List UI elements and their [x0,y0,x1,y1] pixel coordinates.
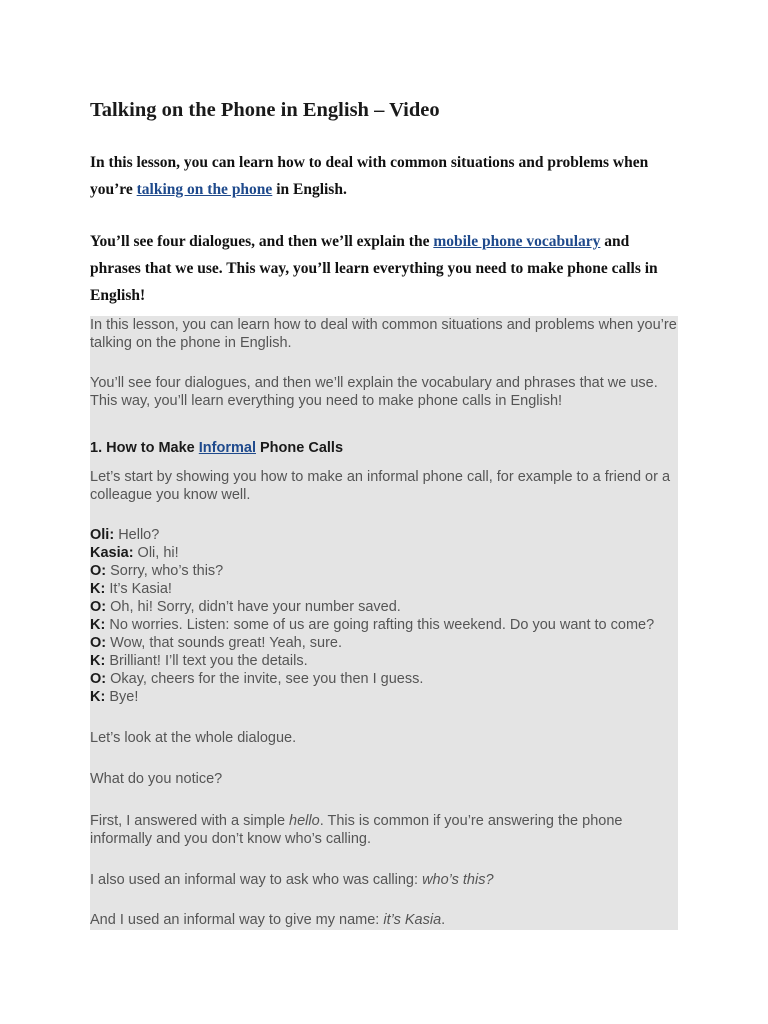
intro-1-text: In this lesson, you can learn how to deal with common situations and problems when you’re [90,154,649,198]
dialogue-text: Hello? [114,527,160,543]
dialogue-text: Sorry, who’s this? [106,563,224,579]
p6-text: First, I answered with a simple [90,813,290,829]
excerpt-panel [90,316,678,930]
dialogue-text: Okay, cheers for the invite, see you then I guess. [106,671,424,687]
dialogue-text: It’s Kasia! [105,581,172,597]
speaker-label: O: [90,599,107,615]
excerpt-paragraph-5: What do you notice? [90,771,223,787]
dialogue-text: Wow, that sounds great! Yeah, sure. [106,635,343,651]
dialogue-text: No worries. Listen: some of us are going rafting this weekend. Do you want to come? [105,617,655,633]
excerpt-paragraph-7 [90,871,682,889]
p7-emphasis: who’s this? [422,872,494,888]
speaker-label: K: [90,689,106,705]
speaker-label: K: [90,653,106,669]
p8-text: And I used an informal way to give my name: [90,912,384,928]
p6-emphasis: hello [289,813,320,829]
dialogue-text: Bye! [105,689,139,705]
intro-2-text: You’ll see four dialogues, and then we’ll explain the [90,233,434,250]
informal-link[interactable]: Informal [198,440,256,456]
dialogue-text: Oh, hi! Sorry, didn’t have your number saved. [106,599,401,615]
speaker-label: K: [90,581,106,597]
intro-paragraph-2 [90,228,678,309]
heading-text-end: Phone Calls [255,440,344,456]
intro-1-text-end: in English. [272,181,347,198]
dialogue [90,526,690,706]
dialogue-line [90,616,690,634]
intro-paragraph-1 [90,149,678,203]
speaker-label: O: [90,635,107,651]
excerpt-paragraph-4: Let’s look at the whole dialogue. [90,730,297,746]
excerpt-paragraph-1: In this lesson, you can learn how to deal with common situations and problems when you’re talking on the phone in English. [90,317,677,351]
dialogue-line [90,562,690,580]
excerpt-paragraph-2: You’ll see four dialogues, and then we’ll explain the vocabulary and phrases that we use. This way, you’ll learn everything you need to make phone calls in English! [90,375,658,409]
dialogue-line [90,634,690,652]
p8-emphasis: it’s Kasia [383,912,442,928]
speaker-label: Kasia: [90,545,134,561]
p8-text-end: . [441,912,446,928]
dialogue-line [90,544,690,562]
p7-text: I also used an informal way to ask who was calling: [90,872,423,888]
p6-text-end: . This is common if you’re answering the phone informally and you don’t know who’s calling. [90,813,623,847]
dialogue-line [90,580,690,598]
talking-on-the-phone-link[interactable]: talking on the phone [136,181,273,198]
dialogue-text: Brilliant! I’ll text you the details. [105,653,308,669]
dialogue-line [90,526,690,544]
heading-text: 1. How to Make [90,440,199,456]
speaker-label: O: [90,671,107,687]
dialogue-line [90,598,690,616]
intro-2-text-end: and phrases that we use. This way, you’ll learn everything you need to make phone calls in English! [90,233,658,304]
dialogue-line [90,688,690,706]
speaker-label: K: [90,617,106,633]
section-heading [90,439,343,457]
excerpt-paragraph-3: Let’s start by showing you how to make an informal phone call, for example to a friend or a colleague you know well. [90,469,671,503]
excerpt-paragraph-6 [90,812,682,848]
page-title: Talking on the Phone in English – Video [90,99,440,121]
speaker-label: O: [90,563,107,579]
dialogue-text: Oli, hi! [133,545,179,561]
speaker-label: Oli: [90,527,115,543]
dialogue-line [90,652,690,670]
excerpt-paragraph-8 [90,911,682,929]
mobile-phone-vocabulary-link[interactable]: mobile phone vocabulary [433,233,601,250]
dialogue-line [90,670,690,688]
